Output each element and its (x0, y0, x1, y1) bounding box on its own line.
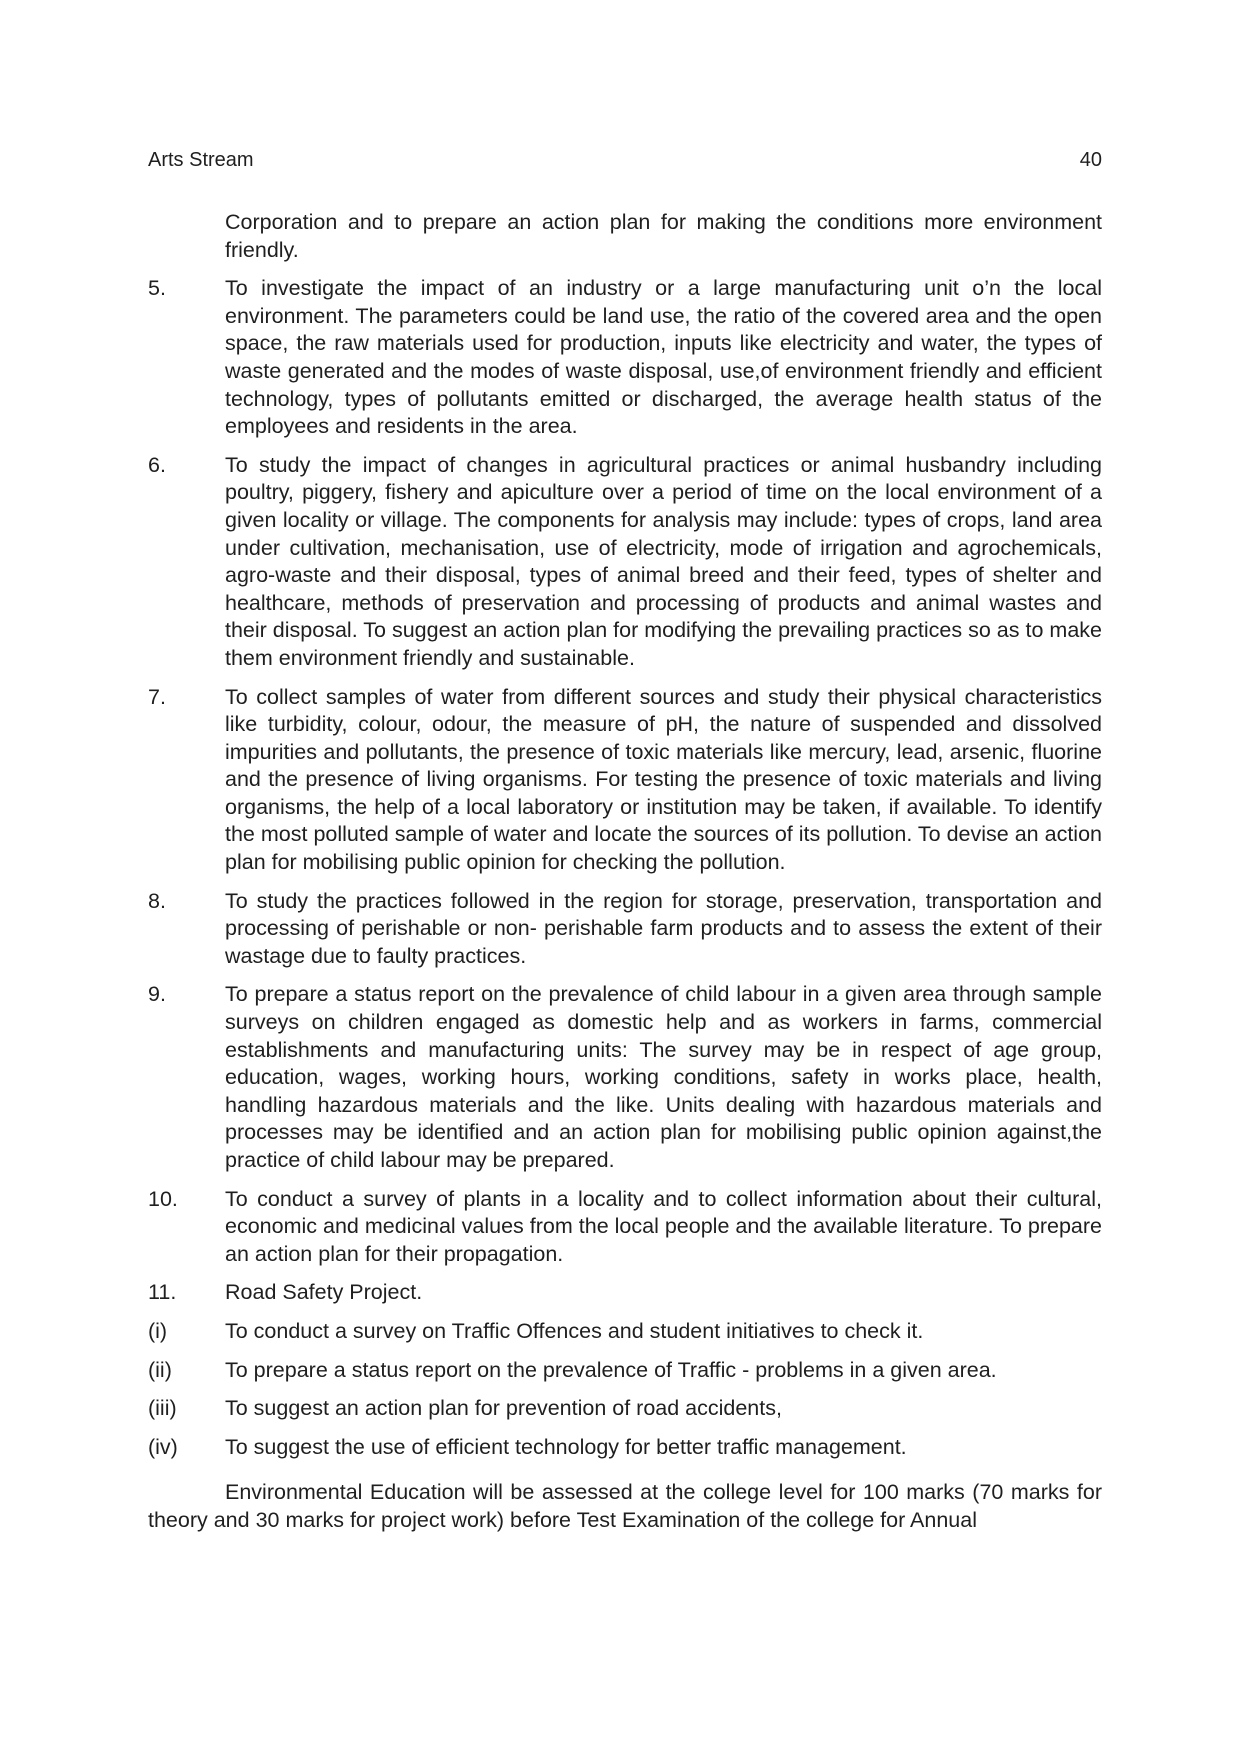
list-item-number: 10. (148, 1186, 178, 1211)
sub-list-item-number: (iii) (148, 1396, 177, 1421)
list-item-text: To collect samples of water from different sources and study their physical characteristics like turbidity, colour, odour, the measure of pH, the nature of suspended and dissolved impurities and pollutants, the presence of toxic materials like mercury, lead, arsenic, fluorine and the presence of living organisms. For testing the presence of toxic materials and living organisms, the help of a local laboratory or institution may be taken, if available. To identify the most polluted sample of water and locate the sources of its pollution. To devise an action plan for mobilising public opinion for checking the pollution. (225, 684, 1102, 875)
sub-list-item-text: To suggest an action plan for prevention of road accidents, (225, 1396, 782, 1421)
list-item-number: 5. (148, 276, 166, 301)
closing-paragraph: Environmental Education will be assessed at the college level for 100 marks (70 marks for theory and 30 marks for project work) before Test Examination of the college for Annual (148, 1480, 1102, 1532)
list-item-number: 11. (148, 1280, 177, 1305)
list-item (148, 888, 1102, 971)
list-item-number: 6. (148, 452, 166, 477)
list-item-text: To conduct a survey of plants in a locality and to collect information about their cultural, economic and medicinal values from the local people and the available literature. To prepare an action plan for their propagation. (225, 1186, 1102, 1266)
list-item-number: 8. (148, 888, 166, 913)
sub-list-item-number: (iv) (148, 1434, 178, 1459)
sub-list-item (148, 1357, 1102, 1385)
list-item-text: To study the impact of changes in agricultural practices or animal husbandry including poultry, piggery, fishery and apiculture over a period of time on the local environment of a given locality or village. The components for analysis may include: types of crops, land area under cultivation, mechanisation, use of electricity, mode of irrigation and agrochemicals, agro-waste and their disposal, types of animal breed and their feed, types of shelter and healthcare, methods of preservation and processing of products and animal wastes and their disposal. To suggest an action plan for modifying the prevailing practices so as to make them environment friendly and sustainable. (225, 452, 1102, 670)
list-item (148, 684, 1102, 877)
list-item (148, 275, 1102, 441)
section-title: Arts Stream (148, 149, 254, 171)
document-body (148, 209, 1102, 1535)
page-number: 40 (1079, 149, 1102, 171)
sub-list-item (148, 1434, 1102, 1462)
list-item (148, 452, 1102, 673)
sub-list-item-number: (ii) (148, 1357, 172, 1382)
list-item (148, 1186, 1102, 1269)
sub-list-item (148, 1318, 1102, 1346)
list-item (148, 1279, 1102, 1307)
list-item-number: 7. (148, 684, 166, 709)
list-item (148, 981, 1102, 1174)
sub-list-item-text: To prepare a status report on the prevalence of Traffic - problems in a given area. (225, 1357, 997, 1382)
running-header (148, 149, 1102, 172)
list-item-text: To prepare a status report on the prevalence of child labour in a given area through sample surveys on children engaged as domestic help and as workers in farms, commercial establishments and manufacturing units: The survey may be in respect of age group, education, wages, working hours, working conditions, safety in works place, health, handling hazardous materials and the like. Units dealing with hazardous materials and processes may be identified and an action plan for mobilising public opinion against,the practice of child labour may be prepared. (225, 982, 1102, 1172)
list-item-text: Road Safety Project. (225, 1280, 423, 1305)
sub-list-item-number: (i) (148, 1318, 168, 1343)
continued-paragraph: Corporation and to prepare an action plan for making the conditions more environment friendly. (225, 210, 1102, 262)
sub-list-item-text: To conduct a survey on Traffic Offences and student initiatives to check it. (225, 1318, 924, 1343)
list-item-text: To study the practices followed in the region for storage, preservation, transportation and processing of perishable or non- perishable farm products and to assess the extent of their wastage due to faulty practices. (225, 888, 1102, 968)
list-item-number: 9. (148, 982, 166, 1007)
list-item-text: To investigate the impact of an industry or a large manufacturing unit o’n the local environment. The parameters could be land use, the ratio of the covered area and the open space, the raw materials used for production, inputs like electricity and water, the types of waste generated and the modes of waste disposal, use,of environment friendly and efficient technology, types of pollutants emitted or discharged, the average health status of the employees and residents in the area. (225, 276, 1102, 439)
sub-list-item (148, 1395, 1102, 1423)
sub-list-item-text: To suggest the use of efficient technology for better traffic management. (225, 1434, 907, 1459)
